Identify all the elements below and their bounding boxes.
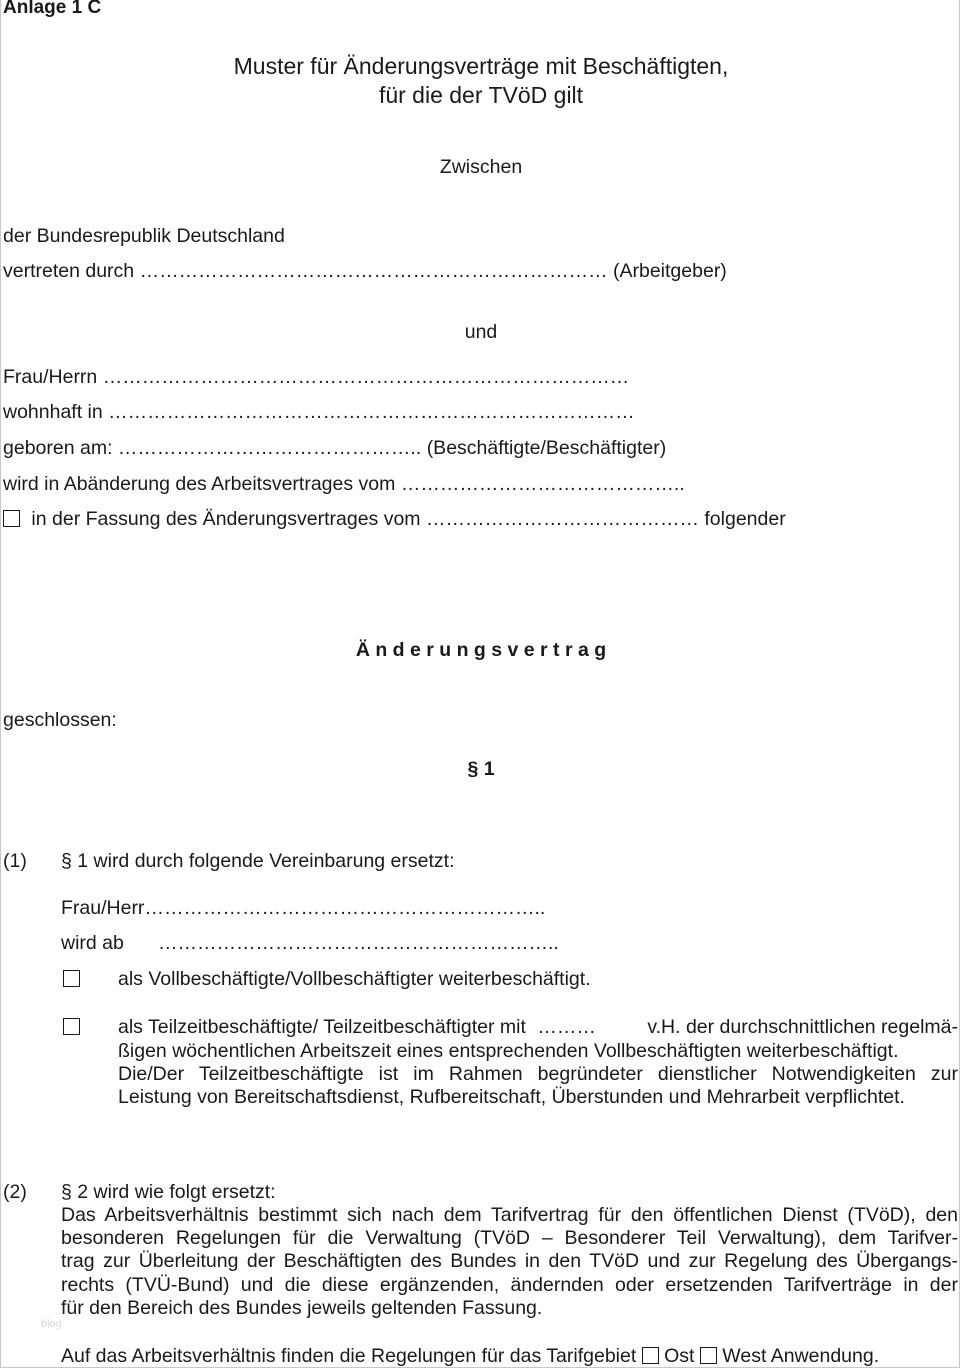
parttime-percent-field[interactable]: ……… [537, 1016, 596, 1038]
p2-line3: trag zur Überleitung der Beschäftigten des Bundes in den TVöD und zur Regelung des Übergangs- [61, 1250, 958, 1272]
fulltime-option-label: als Vollbeschäftigte/Vollbeschäftigter weiterbeschäftigt. [118, 968, 591, 990]
employer-name: der Bundesrepublik Deutschland [3, 225, 285, 247]
amendment-line [3, 473, 685, 496]
parttime-label-text: als Teilzeitbeschäftigte/ Teilzeitbeschäftigter mit [118, 1016, 526, 1038]
version-line [3, 508, 786, 531]
amendment-label: wird in Abänderung des Arbeitsvertrages vom [3, 473, 396, 495]
represented-by-line [3, 260, 727, 283]
concluded-label: geschlossen: [3, 709, 117, 731]
fulltime-checkbox[interactable] [63, 970, 80, 987]
parttime-line2: ßigen wöchentlichen Arbeitszeit eines entsprechenden Vollbeschäftigten weiterbeschäftigt. [118, 1040, 899, 1062]
contract-title: Ä n d e r u n g s v e r t r a g [355, 639, 607, 661]
version-suffix: folgender [704, 508, 786, 530]
p1-from-field[interactable]: …………………………………………………….. [158, 932, 559, 954]
paragraph-1-number: (1) [3, 850, 27, 872]
parttime-line4: Leistung von Bereitschaftsdienst, Rufbereitschaft, Überstunden und Mehrarbeit verpflichtet. [118, 1086, 905, 1108]
document-title-line2: für die der TVöD gilt [378, 82, 584, 108]
tariff-west-checkbox[interactable] [700, 1347, 717, 1364]
birth-label: geboren am: [3, 437, 113, 459]
represented-by-field[interactable]: ……………………………………………………………… [139, 260, 608, 282]
p1-from-label: wird ab [61, 932, 124, 954]
and-label: und [464, 321, 498, 343]
parttime-checkbox[interactable] [63, 1018, 80, 1035]
birth-date-field[interactable]: ……………………………………….. [117, 437, 422, 459]
p2-line4: rechts (TVÜ-Bund) und die diese ergänzenden, ändernden oder ersetzenden Tarifverträge in der [61, 1274, 958, 1296]
document-title-line1: Muster für Änderungsverträge mit Beschäftigten, [233, 53, 729, 79]
parttime-label-cont: v.H. der durchschnittlichen regelmä- [647, 1016, 958, 1038]
tariff-ost-label: Ost [664, 1345, 695, 1367]
version-label: in der Fassung des Änderungsvertrages vom [31, 508, 421, 530]
birth-line [3, 437, 666, 460]
employee-role: (Beschäftigte/Beschäftigter) [426, 437, 667, 459]
tariff-area-text: Auf das Arbeitsverhältnis finden die Regelungen für das Tarifgebiet [61, 1345, 637, 1367]
paragraph-2-intro: § 2 wird wie folgt ersetzt: [61, 1181, 276, 1203]
tariff-west-label: West Anwendung. [722, 1345, 880, 1367]
p1-person-field[interactable]: …………………………………………………….. [144, 897, 546, 919]
between-label: Zwischen [439, 156, 523, 178]
p2-line1: Das Arbeitsverhältnis bestimmt sich nach dem Tarifvertrag für den öffentlichen Dienst (TVöD), den [61, 1204, 958, 1226]
watermark: blog [41, 1318, 62, 1330]
residence-line [3, 401, 635, 424]
p1-from-line [61, 932, 124, 955]
version-checkbox[interactable] [3, 510, 20, 527]
section-1-heading: § 1 [467, 758, 495, 780]
parttime-line1 [118, 1016, 958, 1039]
version-date-field[interactable]: …………………………………… [425, 508, 699, 530]
tariff-ost-checkbox[interactable] [642, 1347, 659, 1364]
represented-by-label: vertreten durch [3, 260, 135, 282]
p2-line5: für den Bereich des Bundes jeweils geltenden Fassung. [61, 1297, 543, 1319]
annex-label: Anlage 1 C [3, 0, 102, 18]
person-label: Frau/Herrn [3, 366, 98, 388]
paragraph-1-intro: § 1 wird durch folgende Vereinbarung ersetzt: [61, 850, 455, 872]
person-line [3, 366, 629, 389]
residence-label: wohnhaft in [3, 401, 103, 423]
residence-field[interactable]: ……………………………………………………………………… [108, 401, 635, 423]
amendment-date-field[interactable]: …………………………………….. [400, 473, 685, 495]
p1-person-label: Frau/Herr [61, 897, 145, 919]
tariff-area-line [61, 1345, 879, 1368]
parttime-line3: Die/Der Teilzeitbeschäftigte ist im Rahmen begründeter dienstlicher Notwendigkeiten zur [118, 1063, 958, 1085]
p2-line2: besonderen Regelungen für die Verwaltung (TVöD – Besonderer Teil Verwaltung), dem Tarifver- [61, 1227, 958, 1249]
paragraph-2-number: (2) [3, 1181, 27, 1203]
person-name-field[interactable]: ……………………………………………………………………… [102, 366, 630, 388]
employer-role: (Arbeitgeber) [613, 260, 727, 282]
p1-person-line [61, 897, 545, 920]
parttime-label [118, 1016, 596, 1039]
